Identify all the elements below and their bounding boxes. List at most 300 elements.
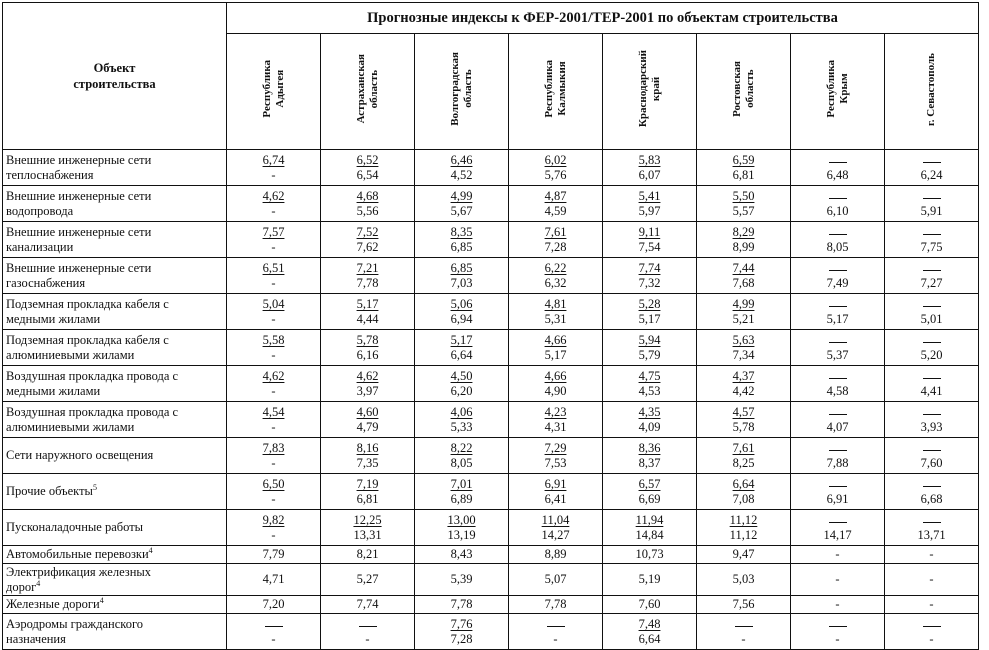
index-bottom-value: 7,53 [544, 455, 567, 470]
index-cell [791, 366, 885, 402]
region-label: Ростовская область [730, 61, 756, 117]
index-top-value [227, 477, 320, 492]
dash-mark [923, 153, 941, 163]
index-bottom-value: 6,68 [920, 491, 943, 506]
index-cell [321, 366, 415, 402]
index-value: 7,20 [262, 597, 285, 611]
index-cell [697, 596, 791, 614]
index-cell [603, 546, 697, 564]
region-label: Волгоградская область [448, 52, 474, 126]
index-bottom-value: - [271, 311, 276, 326]
index-bottom-value: - [553, 631, 558, 646]
index-top-text: 6,46 [450, 152, 473, 167]
object-name-text: Воздушная прокладка провода с алюминиевыми жилами [6, 404, 179, 434]
index-top-text: 9,82 [262, 512, 285, 527]
object-name-text: Электрификация железных дорог [6, 564, 152, 594]
index-value: 4,71 [262, 572, 285, 586]
index-top-text: 4,62 [262, 188, 285, 203]
index-cell [321, 330, 415, 366]
index-cell [791, 474, 885, 510]
index-cell [885, 366, 979, 402]
index-cell [697, 564, 791, 596]
index-bottom-value: 4,07 [826, 419, 849, 434]
index-top-value [697, 297, 790, 312]
index-cell [885, 294, 979, 330]
index-top-value [321, 441, 414, 456]
dash-mark [923, 513, 941, 523]
index-cell [885, 330, 979, 366]
dash-mark [829, 369, 847, 379]
index-cell [791, 294, 885, 330]
index-top-value [697, 225, 790, 240]
index-top-value [415, 297, 508, 312]
index-bottom-value: 6,69 [638, 491, 661, 506]
index-top-text: 11,94 [635, 512, 664, 527]
index-cell [415, 366, 509, 402]
index-top-value [509, 441, 602, 456]
dash-mark [923, 261, 941, 271]
index-top-text: 7,57 [262, 224, 285, 239]
index-top-value [415, 369, 508, 384]
index-top-text: 8,16 [356, 440, 379, 455]
index-cell [791, 564, 885, 596]
index-top-text: 4,68 [356, 188, 379, 203]
object-name [3, 330, 227, 366]
index-top-value [321, 477, 414, 492]
index-cell [321, 258, 415, 294]
footnote-mark: 4 [148, 545, 153, 555]
index-cell [697, 614, 791, 650]
index-bottom-value: 6,54 [356, 167, 379, 182]
index-bottom-value: 5,21 [732, 311, 755, 326]
index-top-value [697, 441, 790, 456]
index-top-value [509, 369, 602, 384]
object-name-text: Пусконаладочные работы [6, 520, 144, 534]
object-name [3, 222, 227, 258]
index-top-dash [885, 405, 978, 420]
index-top-value [415, 477, 508, 492]
index-cell [697, 222, 791, 258]
object-name-text: Внешние инженерные сети канализации [6, 224, 152, 254]
index-value: - [929, 597, 934, 611]
index-top-dash [791, 477, 884, 492]
index-bottom-value: 5,37 [826, 347, 849, 362]
index-top-text: 6,74 [262, 152, 285, 167]
index-cell [697, 510, 791, 546]
index-top-value [603, 153, 696, 168]
index-bottom-value: 8,99 [732, 239, 755, 254]
table-row [3, 564, 979, 596]
index-top-dash [885, 369, 978, 384]
index-bottom-value: 5,91 [920, 203, 943, 218]
index-cell [509, 222, 603, 258]
index-top-dash [885, 513, 978, 528]
dash-mark [923, 369, 941, 379]
index-bottom-value: 6,94 [450, 311, 473, 326]
index-bottom-value: 7,49 [826, 275, 849, 290]
index-top-text: 4,06 [450, 404, 473, 419]
index-cell [697, 402, 791, 438]
index-value: 5,07 [544, 572, 567, 586]
index-top-dash [885, 477, 978, 492]
index-top-value [227, 225, 320, 240]
index-top-value [603, 297, 696, 312]
index-bottom-value: 5,67 [450, 203, 473, 218]
index-top-value [415, 617, 508, 632]
index-cell [791, 546, 885, 564]
index-bottom-value: 7,75 [920, 239, 943, 254]
index-top-value [415, 405, 508, 420]
index-bottom-value: 5,17 [826, 311, 849, 326]
index-bottom-value: 7,68 [732, 275, 755, 290]
index-top-dash [791, 369, 884, 384]
dash-mark [829, 225, 847, 235]
index-cell [509, 564, 603, 596]
index-top-dash [791, 513, 884, 528]
index-bottom-value: 4,52 [450, 167, 473, 182]
region-label: Краснодарский край [636, 50, 662, 128]
index-top-dash [791, 617, 884, 632]
index-cell [321, 186, 415, 222]
object-name [3, 366, 227, 402]
index-bottom-value: 4,90 [544, 383, 567, 398]
index-bottom-value: 6,41 [544, 491, 567, 506]
index-top-dash [697, 617, 790, 632]
index-top-dash [885, 617, 978, 632]
index-bottom-value: 14,27 [541, 527, 570, 542]
index-top-value [697, 189, 790, 204]
index-top-text: 5,17 [356, 296, 379, 311]
index-cell [509, 258, 603, 294]
index-bottom-value: 8,25 [732, 455, 755, 470]
object-name-text: Подземная прокладка кабеля с алюминиевыми жилами [6, 332, 169, 362]
index-bottom-value: 6,07 [638, 167, 661, 182]
index-cell [415, 258, 509, 294]
index-top-text: 4,37 [732, 368, 755, 383]
index-cell [321, 596, 415, 614]
index-cell [415, 294, 509, 330]
index-bottom-value: 6,32 [544, 275, 567, 290]
index-cell [603, 564, 697, 596]
index-top-text: 5,17 [450, 332, 473, 347]
index-cell [415, 474, 509, 510]
index-cell [415, 614, 509, 650]
dash-mark [359, 617, 377, 627]
index-top-text: 6,51 [262, 260, 285, 275]
index-top-text: 7,61 [732, 440, 755, 455]
index-cell [603, 438, 697, 474]
dash-mark [735, 617, 753, 627]
index-bottom-value: 7,78 [356, 275, 379, 290]
index-top-text: 8,35 [450, 224, 473, 239]
dash-mark [829, 477, 847, 487]
index-top-text: 4,62 [356, 368, 379, 383]
dash-mark [923, 297, 941, 307]
index-cell [697, 186, 791, 222]
index-cell [321, 294, 415, 330]
index-bottom-value: 4,59 [544, 203, 567, 218]
index-bottom-value: 8,37 [638, 455, 661, 470]
index-top-text: 7,29 [544, 440, 567, 455]
dash-mark [923, 617, 941, 627]
index-top-text: 6,52 [356, 152, 379, 167]
index-top-text: 6,64 [732, 476, 755, 491]
index-bottom-value: - [271, 419, 276, 434]
index-top-text: 5,63 [732, 332, 755, 347]
index-bottom-value: - [271, 527, 276, 542]
index-top-dash [227, 617, 320, 632]
index-cell [885, 596, 979, 614]
index-bottom-value: - [271, 347, 276, 362]
index-bottom-value: 4,09 [638, 419, 661, 434]
index-top-dash [791, 441, 884, 456]
index-top-value [603, 405, 696, 420]
index-top-value [321, 333, 414, 348]
footnote-mark: 4 [36, 578, 41, 588]
index-top-text: 7,19 [356, 476, 379, 491]
index-bottom-value: 5,97 [638, 203, 661, 218]
index-top-text: 4,54 [262, 404, 285, 419]
index-cell [415, 596, 509, 614]
object-name-text: Подземная прокладка кабеля с медными жилами [6, 296, 169, 326]
index-cell [227, 366, 321, 402]
index-top-dash [885, 297, 978, 312]
index-cell [227, 546, 321, 564]
index-top-text: 9,11 [638, 224, 661, 239]
index-top-dash [791, 261, 884, 276]
table-row [3, 258, 979, 294]
dash-mark [547, 617, 565, 627]
index-top-text: 5,28 [638, 296, 661, 311]
index-top-text: 12,25 [353, 512, 382, 527]
index-top-value [697, 153, 790, 168]
index-cell [509, 546, 603, 564]
index-top-text: 7,61 [544, 224, 567, 239]
index-top-text: 4,66 [544, 332, 567, 347]
index-cell [603, 150, 697, 186]
index-top-value [227, 405, 320, 420]
index-top-value [321, 261, 414, 276]
index-cell [321, 614, 415, 650]
index-bottom-value: 4,31 [544, 419, 567, 434]
index-top-text: 4,66 [544, 368, 567, 383]
region-header [415, 34, 509, 150]
index-top-value [415, 189, 508, 204]
index-top-value [509, 225, 602, 240]
index-top-text: 13,00 [447, 512, 476, 527]
index-bottom-value: 7,28 [450, 631, 473, 646]
index-top-value [321, 369, 414, 384]
index-value: - [929, 547, 934, 561]
index-cell [791, 222, 885, 258]
index-bottom-value: - [271, 203, 276, 218]
index-top-value [227, 153, 320, 168]
index-cell [509, 510, 603, 546]
index-top-text: 6,85 [450, 260, 473, 275]
forecast-index-table [2, 2, 979, 650]
index-cell [603, 614, 697, 650]
index-top-value [603, 477, 696, 492]
region-header [227, 34, 321, 150]
object-column-header [3, 3, 227, 150]
index-cell [415, 510, 509, 546]
index-top-value [603, 261, 696, 276]
index-top-text: 6,22 [544, 260, 567, 275]
index-cell [603, 222, 697, 258]
index-cell [885, 546, 979, 564]
index-value: 7,56 [732, 597, 755, 611]
dash-mark [829, 333, 847, 343]
index-value: - [835, 547, 840, 561]
index-bottom-value: 8,05 [450, 455, 473, 470]
region-label: г. Севастополь [925, 52, 937, 126]
index-bottom-value: 6,24 [920, 167, 943, 182]
index-top-dash [885, 261, 978, 276]
index-top-value [697, 369, 790, 384]
object-name-text: Внешние инженерные сети газоснабжения [6, 260, 152, 290]
index-bottom-value: 5,56 [356, 203, 379, 218]
index-bottom-value: 6,48 [826, 167, 849, 182]
table-row [3, 546, 979, 564]
index-cell [697, 546, 791, 564]
index-cell [603, 474, 697, 510]
index-cell [603, 330, 697, 366]
index-top-value [697, 477, 790, 492]
index-top-value [227, 297, 320, 312]
index-top-dash [885, 333, 978, 348]
index-cell [509, 186, 603, 222]
index-value: 7,74 [356, 597, 379, 611]
index-cell [791, 596, 885, 614]
index-top-text: 4,62 [262, 368, 285, 383]
index-bottom-value: 5,57 [732, 203, 755, 218]
index-bottom-value: - [365, 631, 370, 646]
index-top-text: 7,21 [356, 260, 379, 275]
index-top-text: 5,58 [262, 332, 285, 347]
index-cell [885, 222, 979, 258]
dash-mark [923, 189, 941, 199]
table-row [3, 614, 979, 650]
dash-mark [265, 617, 283, 627]
index-top-value [603, 441, 696, 456]
region-header [697, 34, 791, 150]
table-row [3, 330, 979, 366]
index-cell [603, 510, 697, 546]
index-top-value [415, 261, 508, 276]
index-bottom-value: 3,97 [356, 383, 379, 398]
index-cell [885, 402, 979, 438]
dash-mark [829, 405, 847, 415]
object-name-text: Внешние инженерные сети теплоснабжения [6, 152, 152, 182]
index-cell [415, 222, 509, 258]
index-top-value [603, 225, 696, 240]
index-top-text: 11,04 [541, 512, 570, 527]
index-top-dash [885, 441, 978, 456]
index-cell [227, 596, 321, 614]
index-cell [509, 474, 603, 510]
index-value: 9,47 [732, 547, 755, 561]
index-value: 8,89 [544, 547, 567, 561]
index-bottom-value: 4,53 [638, 383, 661, 398]
index-bottom-value: - [271, 275, 276, 290]
index-cell [697, 330, 791, 366]
index-cell [603, 294, 697, 330]
index-bottom-value: 7,28 [544, 239, 567, 254]
index-top-value [509, 189, 602, 204]
index-cell [415, 438, 509, 474]
index-top-text: 4,81 [544, 296, 567, 311]
object-name [3, 614, 227, 650]
index-value: 7,79 [262, 547, 285, 561]
index-bottom-value: 7,32 [638, 275, 661, 290]
index-cell [885, 614, 979, 650]
index-top-text: 6,50 [262, 476, 285, 491]
region-header [885, 34, 979, 150]
index-bottom-value: 7,34 [732, 347, 755, 362]
index-top-value [227, 261, 320, 276]
dash-mark [829, 297, 847, 307]
index-bottom-value: 11,12 [729, 527, 758, 542]
index-cell [227, 294, 321, 330]
table-row [3, 150, 979, 186]
index-top-text: 5,41 [638, 188, 661, 203]
index-cell [227, 402, 321, 438]
object-name-text: Железные дороги [6, 597, 100, 611]
index-top-dash [791, 405, 884, 420]
index-top-value [509, 333, 602, 348]
table-row [3, 222, 979, 258]
index-bottom-value: - [271, 167, 276, 182]
index-top-dash [885, 189, 978, 204]
index-bottom-value: 5,76 [544, 167, 567, 182]
index-cell [697, 438, 791, 474]
index-cell [509, 150, 603, 186]
index-cell [415, 564, 509, 596]
index-top-value [509, 261, 602, 276]
index-bottom-value: - [271, 631, 276, 646]
dash-mark [829, 441, 847, 451]
index-top-text: 6,91 [544, 476, 567, 491]
index-top-value [227, 189, 320, 204]
index-top-value [415, 153, 508, 168]
index-bottom-value: 6,64 [450, 347, 473, 362]
index-top-value [227, 333, 320, 348]
index-top-value [415, 333, 508, 348]
index-value: 7,60 [638, 597, 661, 611]
index-bottom-value: 5,17 [638, 311, 661, 326]
dash-mark [829, 513, 847, 523]
index-top-text: 7,44 [732, 260, 755, 275]
index-top-value [415, 441, 508, 456]
index-top-text: 4,99 [732, 296, 755, 311]
index-top-dash [791, 333, 884, 348]
index-bottom-value: 4,41 [920, 383, 943, 398]
index-cell [227, 564, 321, 596]
index-cell [697, 474, 791, 510]
index-top-text: 5,83 [638, 152, 661, 167]
index-cell [791, 510, 885, 546]
index-cell [227, 438, 321, 474]
index-value: - [835, 597, 840, 611]
object-name [3, 546, 227, 564]
object-name-text: Внешние инженерные сети водопровода [6, 188, 152, 218]
index-bottom-value: - [741, 631, 746, 646]
index-top-text: 8,29 [732, 224, 755, 239]
region-header [321, 34, 415, 150]
index-cell [885, 258, 979, 294]
object-name-text: Прочие объекты [6, 484, 93, 498]
index-bottom-value: 13,71 [917, 527, 946, 542]
